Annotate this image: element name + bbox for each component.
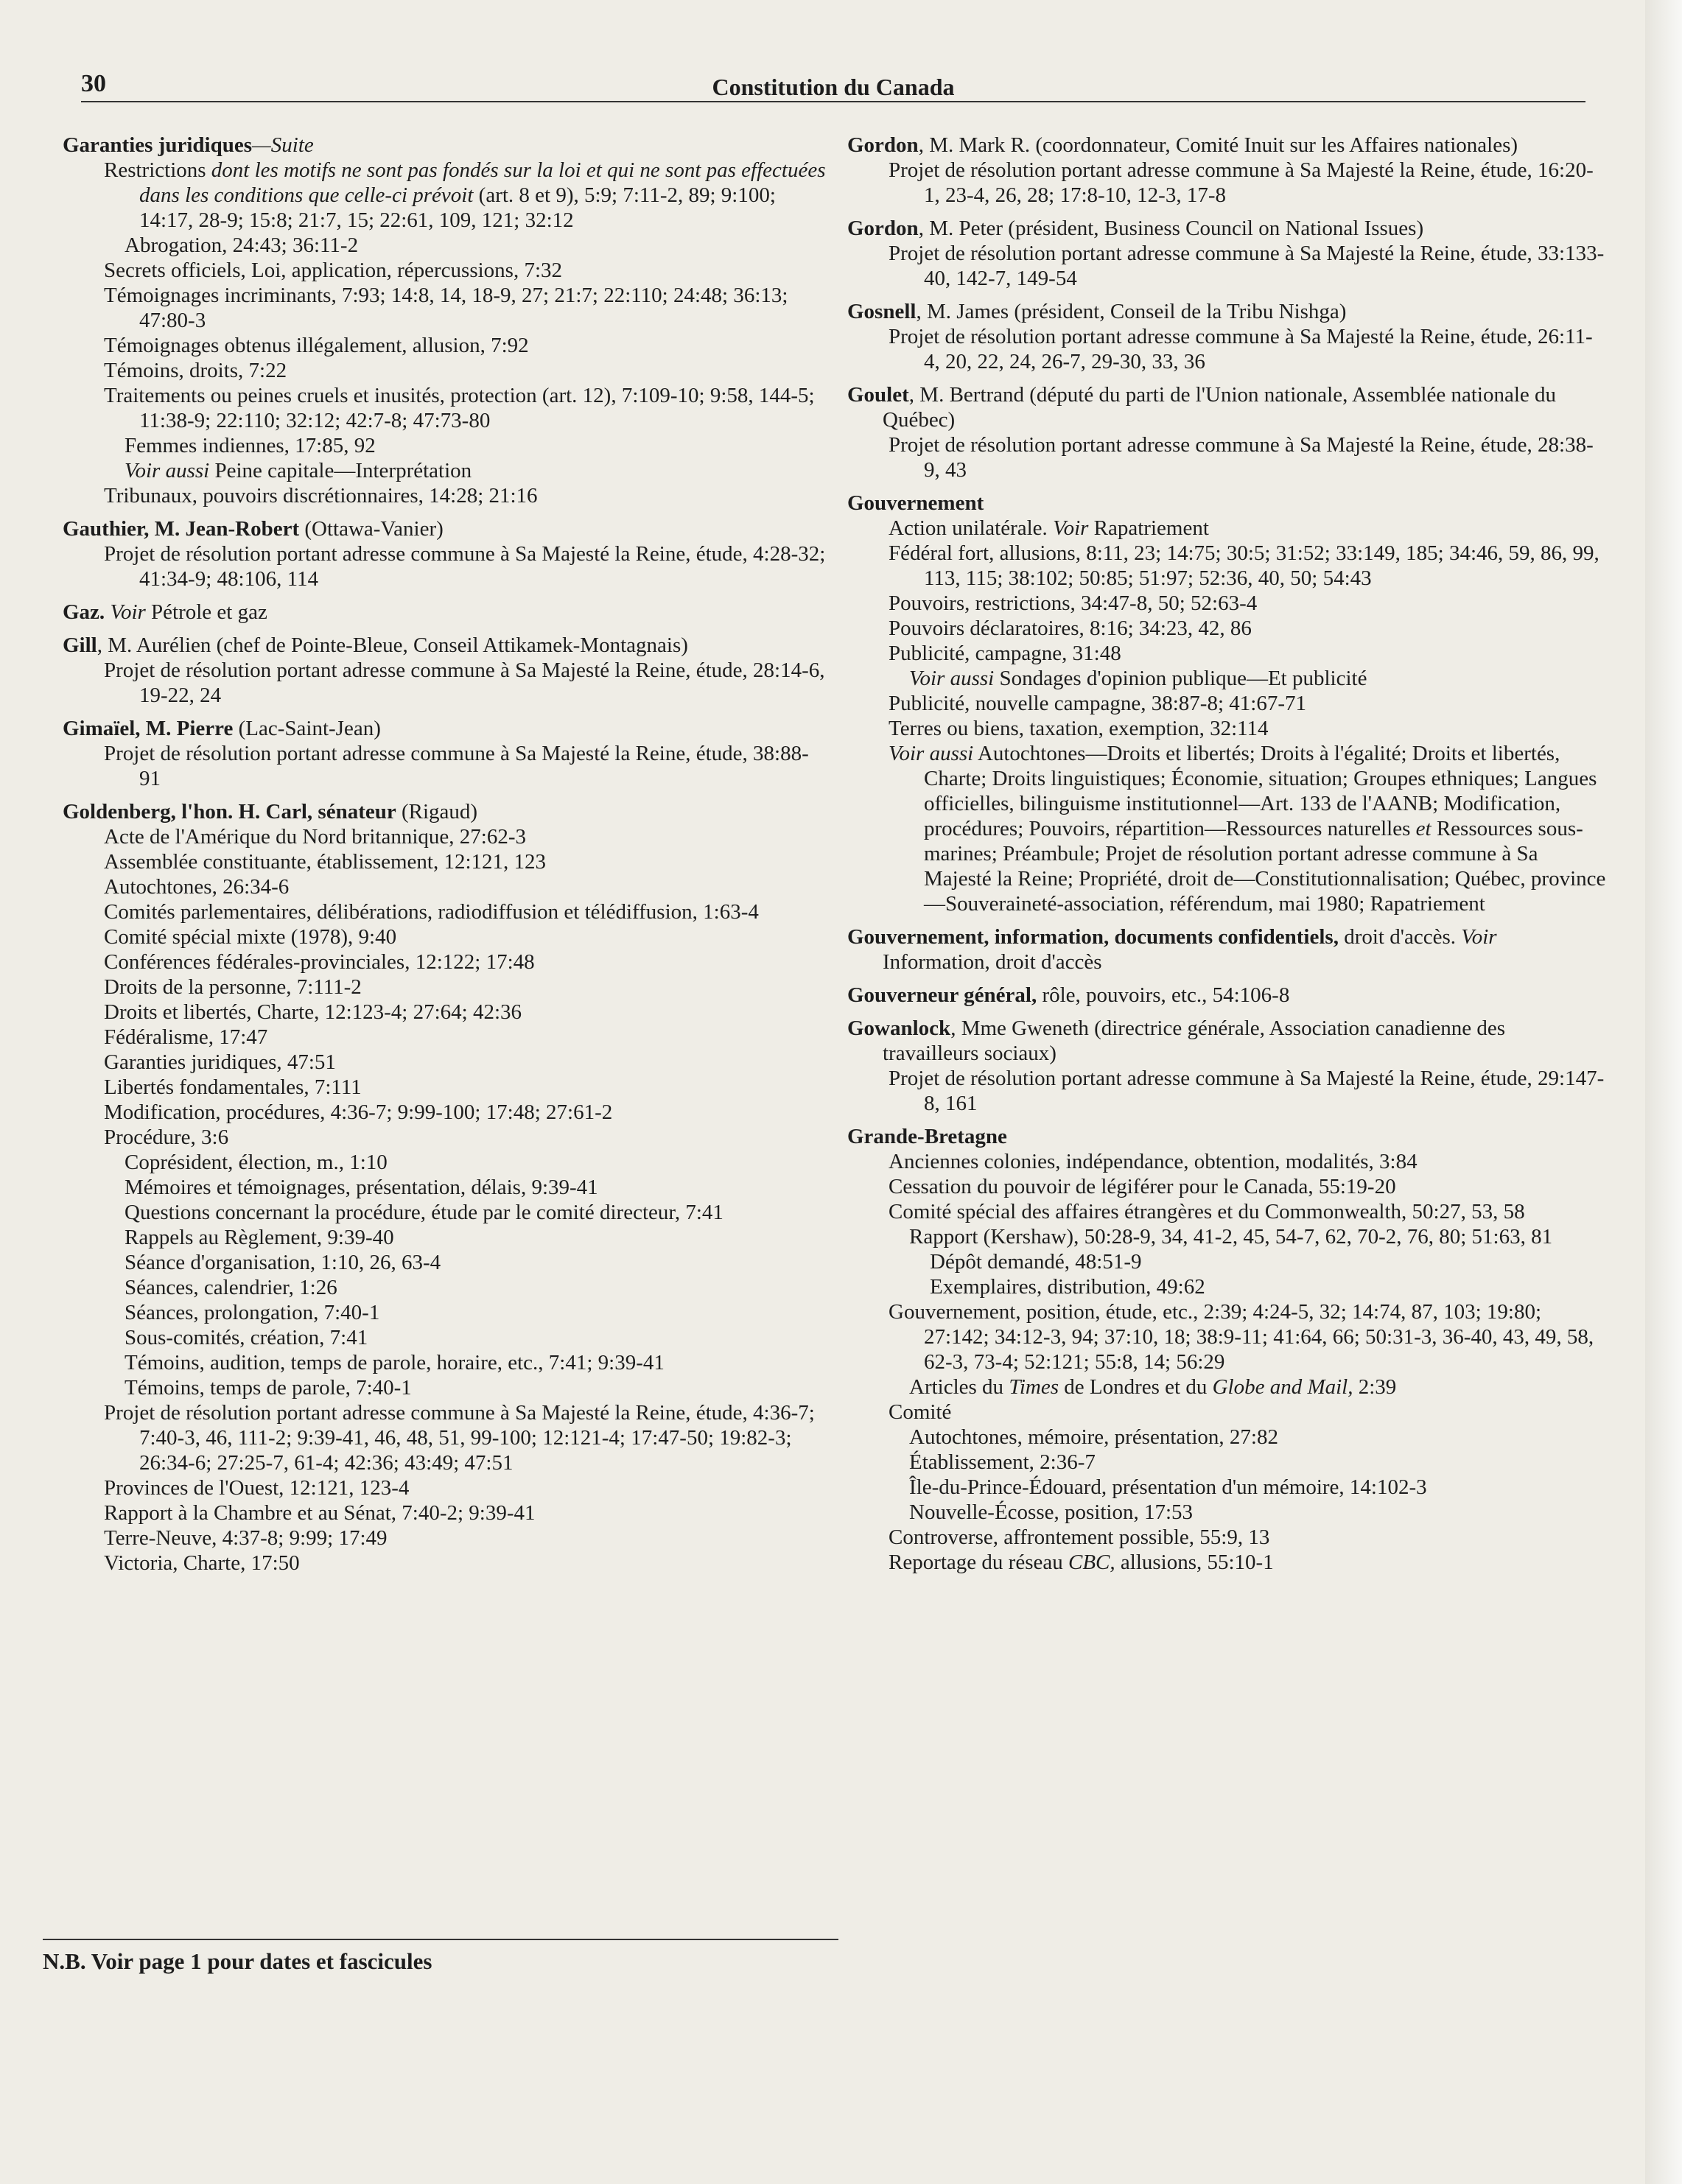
entry-text: Anciennes colonies, indépendance, obtention, modalités, 3:84: [889, 1150, 1418, 1173]
index-subentry: [889, 432, 1606, 482]
entry-heading: Grande-Bretagne: [847, 1125, 1007, 1148]
index-subentry: [104, 949, 829, 975]
footer-divider: [43, 1939, 838, 1940]
entry-text: (Rigaud): [396, 800, 478, 824]
running-title: Constitution du Canada: [712, 74, 955, 100]
entry-text: Projet de résolution portant adresse commune à Sa Majesté la Reine, étude, 4:28-32; 41:34-9; 48:106, 114: [104, 542, 826, 591]
index-subentry: [889, 1066, 1606, 1116]
entry-text: droit d'accès.: [1338, 925, 1462, 949]
index-subentry: [125, 233, 829, 258]
entry-heading: Goulet: [847, 383, 909, 407]
entry-text: , M. Mark R. (coordonnateur, Comité Inuit sur les Affaires nationales): [918, 133, 1518, 157]
entry-heading: Garanties juridiques: [63, 133, 252, 157]
index-heading-entry: [847, 924, 1606, 975]
index-heading-entry: [847, 983, 1606, 1008]
entry-heading: Gaz.: [63, 600, 105, 624]
index-subentry: [104, 1500, 829, 1525]
index-subentry: [889, 241, 1606, 291]
entry-text: Traitements ou peines cruels et inusités, protection (art. 12), 7:109-10; 9:58, 144-5; 11:38-9; 22:110; 32:12; 42:7-8; 47:73-80: [104, 384, 815, 432]
index-heading-entry: [63, 516, 829, 541]
entry-text: Projet de résolution portant adresse commune à Sa Majesté la Reine, étude, 38:88-91: [104, 742, 809, 790]
entry-text: Information, droit d'accès: [883, 950, 1102, 974]
index-subentry: [104, 483, 829, 508]
page-number: 30: [81, 70, 106, 97]
entry-text: Garanties juridiques, 47:51: [104, 1050, 336, 1074]
index-subentry: [889, 741, 1606, 916]
index-subentry: [909, 1224, 1606, 1249]
index-subentry: [909, 666, 1606, 691]
index-subentry: [104, 333, 829, 358]
entry-text: Témoins, droits, 7:22: [104, 359, 287, 382]
index-heading-entry: [847, 133, 1606, 158]
entry-text: Provinces de l'Ouest, 12:121, 123-4: [104, 1476, 410, 1500]
index-subentry: [104, 899, 829, 924]
entry-text: Établissement, 2:36-7: [909, 1450, 1096, 1474]
index-subentry: [889, 541, 1606, 591]
entry-text: Rapport (Kershaw), 50:28-9, 34, 41-2, 45, 54-7, 62, 70-2, 76, 80; 51:63, 81: [909, 1225, 1553, 1249]
entry-text: Tribunaux, pouvoirs discrétionnaires, 14:28; 21:16: [104, 484, 538, 508]
entry-text: , M. Bertrand (député du parti de l'Union nationale, Assemblée nationale du Québec): [883, 383, 1556, 432]
index-heading-entry: [63, 633, 829, 658]
index-heading-entry: [63, 716, 829, 741]
entry-text: Projet de résolution portant adresse commune à Sa Majesté la Reine, étude, 28:38-9, 43: [889, 433, 1594, 482]
index-subentry: [104, 975, 829, 1000]
index-subentry: [909, 1425, 1606, 1450]
index-subentry: [889, 1400, 1606, 1425]
entry-italic-text: dont les motifs ne sont pas fondés sur la loi et qui ne sont pas effectuées dans les conditions que celle-ci prévoit: [139, 158, 826, 207]
index-heading-entry: [63, 133, 829, 158]
entry-text: Publicité, nouvelle campagne, 38:87-8; 41:67-71: [889, 692, 1306, 715]
entry-heading: Goldenberg, l'hon. H. Carl, sénateur: [63, 800, 396, 824]
index-subentry: [889, 1550, 1606, 1575]
index-subentry: [889, 691, 1606, 716]
entry-text: Île-du-Prince-Édouard, présentation d'un mémoire, 14:102-3: [909, 1475, 1427, 1499]
entry-heading: Gimaïel, M. Pierre: [63, 717, 234, 740]
entry-text: Libertés fondamentales, 7:111: [104, 1075, 362, 1099]
entry-text: Sondages d'opinion publique—Et publicité: [994, 667, 1367, 690]
entry-text: Rapatriement: [1088, 516, 1209, 540]
entry-text: (Lac-Saint-Jean): [233, 717, 381, 740]
entry-text: Projet de résolution portant adresse commune à Sa Majesté la Reine, étude, 28:14-6, 19-22, 24: [104, 659, 825, 707]
index-heading-entry: [847, 299, 1606, 324]
entry-text: , M. Aurélien (chef de Pointe-Bleue, Conseil Attikamek-Montagnais): [97, 633, 688, 657]
index-subentry: [104, 1551, 829, 1576]
entry-text: Comité spécial mixte (1978), 9:40: [104, 925, 397, 949]
index-subentry: [104, 924, 829, 949]
entry-text: Sous-comités, création, 7:41: [125, 1326, 368, 1349]
entry-text: Autochtones, mémoire, présentation, 27:82: [909, 1425, 1278, 1449]
entry-heading: Gauthier, M. Jean-Robert: [63, 517, 300, 541]
index-subentry: [104, 1075, 829, 1100]
index-subentry: [104, 258, 829, 283]
index-subentry: [104, 824, 829, 849]
entry-text: Autochtones, 26:34-6: [104, 875, 290, 899]
index-subentry: [889, 324, 1606, 374]
entry-text: Fédéralisme, 17:47: [104, 1025, 268, 1049]
index-subentry: [930, 1274, 1606, 1299]
entry-text: Pétrole et gaz: [145, 600, 267, 624]
entry-text: Séances, calendrier, 1:26: [125, 1276, 337, 1299]
index-subentry: [909, 1475, 1606, 1500]
entry-heading: Gouvernement: [847, 491, 984, 515]
entry-text: Terres ou biens, taxation, exemption, 32:114: [889, 717, 1269, 740]
index-subentry: [104, 1475, 829, 1500]
index-subentry: [104, 658, 829, 708]
entry-text: allusions, 55:10-1: [1115, 1551, 1274, 1574]
index-subentry: [104, 541, 829, 591]
entry-text: (Ottawa-Vanier): [299, 517, 444, 541]
index-subentry: [104, 383, 829, 433]
entry-text: Mémoires et témoignages, présentation, délais, 9:39-41: [125, 1176, 598, 1199]
entry-text: , M. James (président, Conseil de la Tribu Nishga): [916, 300, 1347, 323]
index-subentry: [125, 1250, 829, 1275]
entry-text: Terre-Neuve, 4:37-8; 9:99; 17:49: [104, 1526, 388, 1550]
index-subentry: [909, 1374, 1606, 1400]
entry-italic-text: Globe and Mail,: [1212, 1375, 1353, 1399]
entry-italic-text: Voir: [1461, 925, 1497, 949]
index-subentry: [104, 1100, 829, 1125]
entry-italic-text: CBC,: [1068, 1551, 1115, 1574]
entry-text: Assemblée constituante, établissement, 12:121, 123: [104, 850, 547, 874]
entry-heading: Gosnell: [847, 300, 917, 323]
index-subentry: [125, 1150, 829, 1175]
entry-text: Procédure, 3:6: [104, 1126, 229, 1149]
index-heading-entry: [847, 216, 1606, 241]
index-subentry: [889, 616, 1606, 641]
entry-italic-text: —Suite: [252, 133, 314, 157]
entry-text: Conférences fédérales-provinciales, 12:122; 17:48: [104, 950, 535, 974]
index-subentry: [889, 158, 1606, 208]
entry-text: Comité spécial des affaires étrangères et du Commonwealth, 50:27, 53, 58: [889, 1200, 1525, 1223]
entry-text: Modification, procédures, 4:36-7; 9:99-100; 17:48; 27:61-2: [104, 1100, 613, 1124]
page-edge-shadow: [1645, 0, 1682, 2184]
index-subentry: [889, 1174, 1606, 1199]
entry-text: Rapport à la Chambre et au Sénat, 7:40-2; 9:39-41: [104, 1501, 536, 1525]
index-heading-entry: [847, 382, 1606, 432]
index-subentry: [104, 358, 829, 383]
index-column-left: [63, 133, 829, 1576]
index-subentry: [104, 1025, 829, 1050]
entry-text: Secrets officiels, Loi, application, répercussions, 7:32: [104, 259, 562, 282]
index-subentry: [125, 458, 829, 483]
entry-text: , M. Peter (président, Business Council on National Issues): [918, 217, 1424, 240]
entry-text: Témoignages obtenus illégalement, allusion, 7:92: [104, 334, 529, 357]
index-subentry: [889, 1299, 1606, 1374]
index-subentry: [125, 1200, 829, 1225]
entry-text: Projet de résolution portant adresse commune à Sa Majesté la Reine, étude, 16:20-1, 23-4, 26, 28; 17:8-10, 12-3, 17-8: [889, 158, 1594, 207]
index-subentry: [125, 1325, 829, 1350]
entry-text: de Londres et du: [1059, 1375, 1213, 1399]
entry-heading: Gordon: [847, 133, 919, 157]
entry-text: Dépôt demandé, 48:51-9: [930, 1250, 1142, 1274]
entry-text: Témoins, audition, temps de parole, horaire, etc., 7:41; 9:39-41: [125, 1351, 665, 1374]
index-heading-entry: [63, 600, 829, 625]
entry-text: Nouvelle-Écosse, position, 17:53: [909, 1500, 1194, 1524]
index-heading-entry: [847, 1124, 1606, 1149]
entry-text: Témoignages incriminants, 7:93; 14:8, 14, 18-9, 27; 21:7; 22:110; 24:48; 36:13; 47:80-3: [104, 284, 788, 332]
index-subentry: [104, 1400, 829, 1475]
entry-text: Victoria, Charte, 17:50: [104, 1551, 300, 1575]
entry-text: Séance d'organisation, 1:10, 26, 63-4: [125, 1251, 441, 1274]
index-subentry: [889, 591, 1606, 616]
entry-text: Projet de résolution portant adresse commune à Sa Majesté la Reine, étude, 33:133-40, 142-7, 149-54: [889, 242, 1605, 290]
entry-text: Projet de résolution portant adresse commune à Sa Majesté la Reine, étude, 29:147-8, 161: [889, 1067, 1605, 1115]
index-subentry: [125, 1175, 829, 1200]
entry-text: Action unilatérale.: [889, 516, 1054, 540]
index-subentry: [889, 1525, 1606, 1550]
entry-italic-text: et: [1415, 817, 1432, 840]
entry-text: Abrogation, 24:43; 36:11-2: [125, 234, 359, 257]
entry-text: Témoins, temps de parole, 7:40-1: [125, 1376, 412, 1400]
index-subentry: [104, 158, 829, 233]
entry-heading: Gouverneur général,: [847, 983, 1037, 1007]
index-subentry: [930, 1249, 1606, 1274]
entry-text: Controverse, affrontement possible, 55:9, 13: [889, 1525, 1270, 1549]
index-subentry: [104, 1125, 829, 1150]
entry-text: Reportage du réseau: [889, 1551, 1068, 1574]
entry-text: Droits et libertés, Charte, 12:123-4; 27:64; 42:36: [104, 1000, 522, 1024]
entry-text: Projet de résolution portant adresse commune à Sa Majesté la Reine, étude, 26:11-4, 20, 22, 24, 26-7, 29-30, 33, 36: [889, 325, 1593, 373]
entry-text: , Mme Gweneth (directrice générale, Association canadienne des travailleurs sociaux): [883, 1016, 1506, 1065]
entry-text: Pouvoirs déclaratoires, 8:16; 34:23, 42, 86: [889, 617, 1252, 640]
entry-heading: Gouvernement, information, documents confidentiels,: [847, 925, 1339, 949]
entry-text: rôle, pouvoirs, etc., 54:106-8: [1037, 983, 1290, 1007]
entry-italic-text: Times: [1009, 1375, 1059, 1399]
entry-italic-text: Voir aussi: [909, 667, 995, 690]
entry-text: Projet de résolution portant adresse commune à Sa Majesté la Reine, étude, 4:36-7; 7:40-3, 46, 111-2; 9:39-41, 46, 48, 51, 99-100; 12:121-4; 17:47-50; 19:82-3; 26:34-6; 27:25-7, 61-4; 42:36; 43:49; 47:51: [104, 1401, 815, 1475]
index-subentry: [889, 1199, 1606, 1224]
entry-text: Articles du: [909, 1375, 1009, 1399]
entry-text: Questions concernant la procédure, étude par le comité directeur, 7:41: [125, 1201, 723, 1224]
entry-text: Gouvernement, position, étude, etc., 2:39; 4:24-5, 32; 14:74, 87, 103; 19:80; 27:142; 34:12-3, 94; 37:10, 18; 38:9-11; 41:64, 66; 50:31-3, 36-40, 43, 49, 58, 62-3, 73-4; 52:121; 55:8, 14; 56:29: [889, 1300, 1594, 1374]
entry-text: Séances, prolongation, 7:40-1: [125, 1301, 380, 1324]
index-subentry: [125, 1350, 829, 1375]
index-subentry: [104, 874, 829, 899]
entry-text: Femmes indiennes, 17:85, 92: [125, 434, 376, 457]
index-column-right: [847, 133, 1606, 1575]
index-subentry: [104, 1050, 829, 1075]
index-subentry: [104, 283, 829, 333]
index-subentry: [125, 1375, 829, 1400]
entry-text: Fédéral fort, allusions, 8:11, 23; 14:75; 30:5; 31:52; 33:149, 185; 34:46, 59, 86, 99, 113, 115; 38:102; 50:85; 51:97; 52:36, 40, 50; 54:43: [889, 541, 1599, 590]
entry-italic-text: Voir aussi: [125, 459, 210, 482]
entry-italic-text: Voir: [105, 600, 146, 624]
entry-text: Publicité, campagne, 31:48: [889, 642, 1121, 665]
entry-text: Rappels au Règlement, 9:39-40: [125, 1226, 394, 1249]
index-subentry: [889, 716, 1606, 741]
entry-text: Comité: [889, 1400, 952, 1424]
entry-text: Comités parlementaires, délibérations, radiodiffusion et télédiffusion, 1:63-4: [104, 900, 759, 924]
index-subentry: [104, 1000, 829, 1025]
entry-heading: Gill: [63, 633, 97, 657]
index-subentry: [125, 1300, 829, 1325]
index-subentry: [125, 1225, 829, 1250]
entry-text: Ressources sous-marines; Préambule; Projet de résolution portant adresse commune à Sa Majesté la Reine; Propriété, droit de—Constitutionnalisation; Québec, province—Souveraineté-association, référendum, mai 1980; Rapatriement: [924, 817, 1606, 916]
entry-text: Acte de l'Amérique du Nord britannique, 27:62-3: [104, 825, 526, 849]
index-subentry: [125, 433, 829, 458]
entry-text: (art. 8 et 9), 5:9; 7:11-2, 89; 9:100; 14:17, 28-9; 15:8; 21:7, 15; 22:61, 109, 121; 32:12: [139, 183, 776, 232]
page-header: [81, 70, 1585, 102]
index-subentry: [104, 849, 829, 874]
entry-text: Autochtones—Droits et libertés; Droits à l'égalité; Droits et libertés, Charte; Droits linguistiques; Économie, situation; Groupes ethniques; Langues officielles, bilinguisme institutionnel—Art. 133 de l'AANB; Modification, procédures; Pouvoirs, répartition—Ressources naturelles: [924, 742, 1597, 840]
entry-text: 2:39: [1353, 1375, 1397, 1399]
entry-italic-text: Voir: [1053, 516, 1089, 540]
index-subentry: [889, 641, 1606, 666]
index-subentry: [125, 1275, 829, 1300]
index-subentry: [909, 1450, 1606, 1475]
entry-heading: Gordon: [847, 217, 919, 240]
index-heading-entry: [63, 799, 829, 824]
entry-text: Cessation du pouvoir de légiférer pour le Canada, 55:19-20: [889, 1175, 1396, 1198]
entry-text: Exemplaires, distribution, 49:62: [930, 1275, 1205, 1299]
entry-italic-text: Voir aussi: [889, 742, 974, 765]
entry-text: Peine capitale—Interprétation: [209, 459, 472, 482]
index-subentry: [104, 741, 829, 791]
entry-text: Coprésident, élection, m., 1:10: [125, 1151, 388, 1174]
index-heading-entry: [847, 491, 1606, 516]
footer-note: N.B. Voir page 1 pour dates et fascicules: [43, 1948, 432, 1974]
index-subentry: [909, 1500, 1606, 1525]
index-heading-entry: [847, 1016, 1606, 1066]
entry-text: Restrictions: [104, 158, 211, 182]
index-subentry: [889, 516, 1606, 541]
entry-text: Pouvoirs, restrictions, 34:47-8, 50; 52:63-4: [889, 591, 1258, 615]
entry-heading: Gowanlock: [847, 1016, 951, 1040]
entry-text: Droits de la personne, 7:111-2: [104, 975, 362, 999]
index-subentry: [889, 1149, 1606, 1174]
index-subentry: [104, 1525, 829, 1551]
